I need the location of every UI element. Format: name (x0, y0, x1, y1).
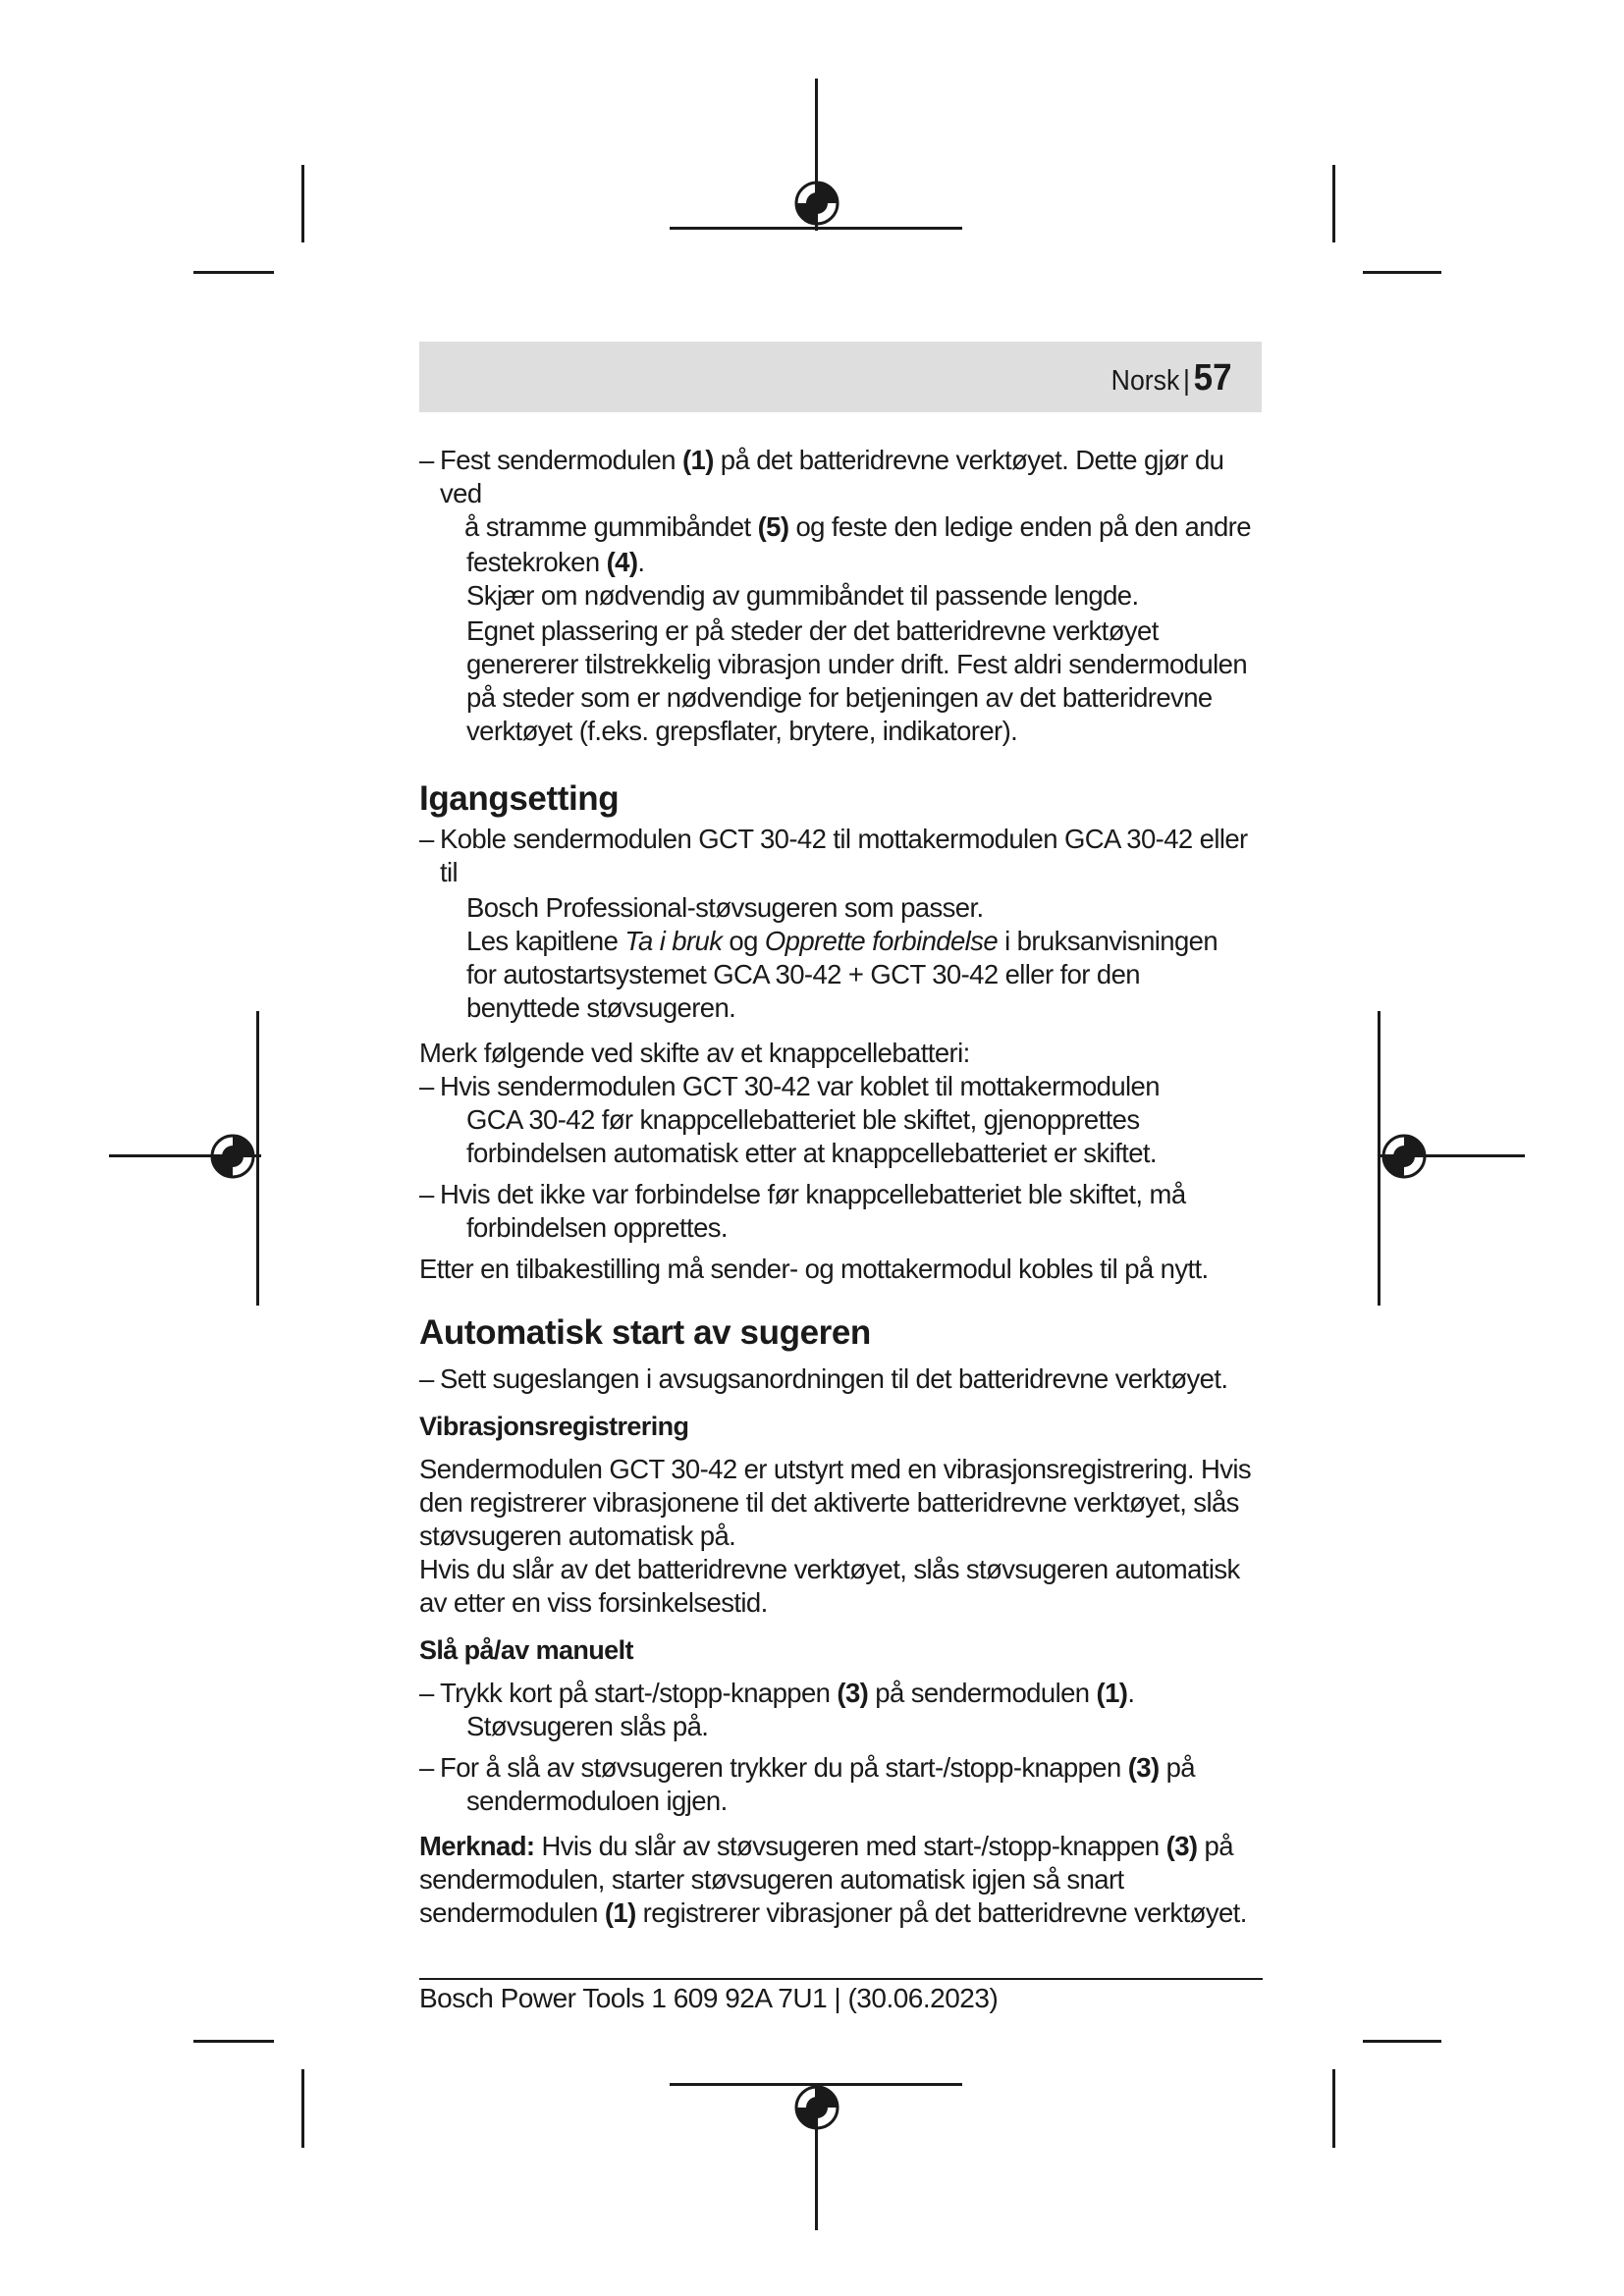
list-text: Trykk kort på start-/stopp-knappen (3) på sendermodulen (1). (440, 1678, 1135, 1708)
list-dash: – (419, 445, 434, 475)
note-text: Merk følgende ved skifte av et knappcellebatteri: (419, 1038, 970, 1068)
list-item (419, 444, 1264, 748)
remark-label: Merknad: (419, 1831, 535, 1861)
list-text: sendermoduloen igjen. (466, 1786, 728, 1816)
body-paragraph: Hvis du slår av det batteridrevne verktøyet, slås støvsugeren automatisk av etter en viss forsinkelsestid. (419, 1554, 1240, 1618)
list-item (419, 1178, 1264, 1245)
list-item (419, 1677, 1264, 1743)
list-text: Les kapitlene Ta i bruk og Opprette forbindelse i bruksanvisningen for autostartsystemet GCA 30-42 + GCT 30-42 eller for den benyttede støvsugeren. (466, 926, 1218, 1023)
section-heading: Igangsetting (419, 779, 620, 818)
page-header (419, 342, 1262, 412)
crop-mark (1363, 271, 1441, 274)
list-dash: – (419, 1363, 434, 1394)
list-dash: – (419, 1179, 434, 1209)
list-item (419, 1362, 1264, 1396)
page-number: 57 (1194, 357, 1232, 399)
footer-rule (419, 1978, 1263, 1980)
page-footer: Bosch Power Tools 1 609 92A 7U1 | (30.06.2023) (419, 1983, 999, 2013)
intro-text: festekroken (4). (466, 547, 645, 577)
subsection-heading: Slå på/av manuelt (419, 1635, 633, 1665)
reset-text: Etter en tilbakestilling må sender- og mottakermodul kobles til på nytt. (419, 1254, 1209, 1284)
list-text: Sett sugeslangen i avsugsanordningen til det batteridrevne verktøyet. (440, 1363, 1228, 1394)
section-heading: Automatisk start av sugeren (419, 1313, 871, 1352)
header-separator: | (1183, 365, 1191, 397)
header-text (1111, 357, 1232, 400)
list-text: Hvis det ikke var forbindelse før knappcellebatteriet ble skiftet, må (440, 1179, 1186, 1209)
body-paragraph: Sendermodulen GCT 30-42 er utstyrt med en vibrasjonsregistrering. Hvis den registrerer vibrasjonene til det aktiverte batteridrevne verktøyet, slås støvsugeren automatisk på. (419, 1454, 1252, 1551)
list-item (419, 1070, 1264, 1170)
list-text: For å slå av støvsugeren trykker du på start-/stopp-knappen (3) på (440, 1752, 1195, 1783)
crop-mark (193, 271, 274, 274)
intro-text: å stramme gummibåndet (5) og feste den ledige enden på den andre (464, 511, 1251, 542)
list-text: Støvsugeren slås på. (466, 1711, 709, 1741)
list-text: Hvis sendermodulen GCT 30-42 var koblet til mottakermodulen (440, 1071, 1160, 1101)
list-item (419, 1751, 1264, 1818)
remark-paragraph: Merknad: Hvis du slår av støvsugeren med start-/stopp-knappen (3) på sendermodulen, starter støvsugeren automatisk igjen så snart sendermodulen (1) registrerer vibrasjoner på det batteridrevne verktøyet. (419, 1831, 1247, 1928)
crop-mark (1332, 2069, 1335, 2148)
intro-text: Skjær om nødvendig av gummibåndet til passende lengde. (466, 580, 1139, 611)
list-item (419, 823, 1264, 1025)
crop-mark (193, 2040, 274, 2043)
list-dash: – (419, 1678, 434, 1708)
intro-paragraph: Egnet plassering er på steder der det batteridrevne verktøyet genererer tilstrekkelig vibrasjon under drift. Fest aldri sendermodulen på steder som er nødvendige for betjeningen av det batteridrevne verktøyet (f.eks. grepsflater, brytere, indikatorer). (466, 615, 1248, 746)
list-dash: – (419, 1752, 434, 1783)
list-text: forbindelsen opprettes. (466, 1212, 728, 1243)
registration-target-icon (1380, 1132, 1429, 1181)
intro-text: Fest sendermodulen (1) på det batteridrevne verktøyet. Dette gjør du ved (440, 445, 1224, 508)
subsection-heading: Vibrasjonsregistrering (419, 1412, 689, 1441)
registration-target-icon (792, 179, 841, 228)
crop-mark (301, 165, 304, 242)
header-language: Norsk (1111, 365, 1180, 397)
registration-target-icon (792, 2083, 841, 2132)
registration-target-icon (208, 1132, 257, 1181)
list-dash: – (419, 824, 434, 854)
crop-mark (1332, 165, 1335, 242)
crop-mark (301, 2069, 304, 2148)
list-text: GCA 30-42 før knappcellebatteriet ble skiftet, gjenopprettes forbindelsen automatisk etter at knappcellebatteriet er skiftet. (466, 1104, 1157, 1168)
list-text: Bosch Professional-støvsugeren som passer. (466, 892, 984, 923)
crop-mark (1363, 2040, 1441, 2043)
list-text: Koble sendermodulen GCT 30-42 til mottakermodulen GCA 30-42 eller til (440, 824, 1248, 887)
page-body (419, 444, 1264, 1930)
list-dash: – (419, 1071, 434, 1101)
